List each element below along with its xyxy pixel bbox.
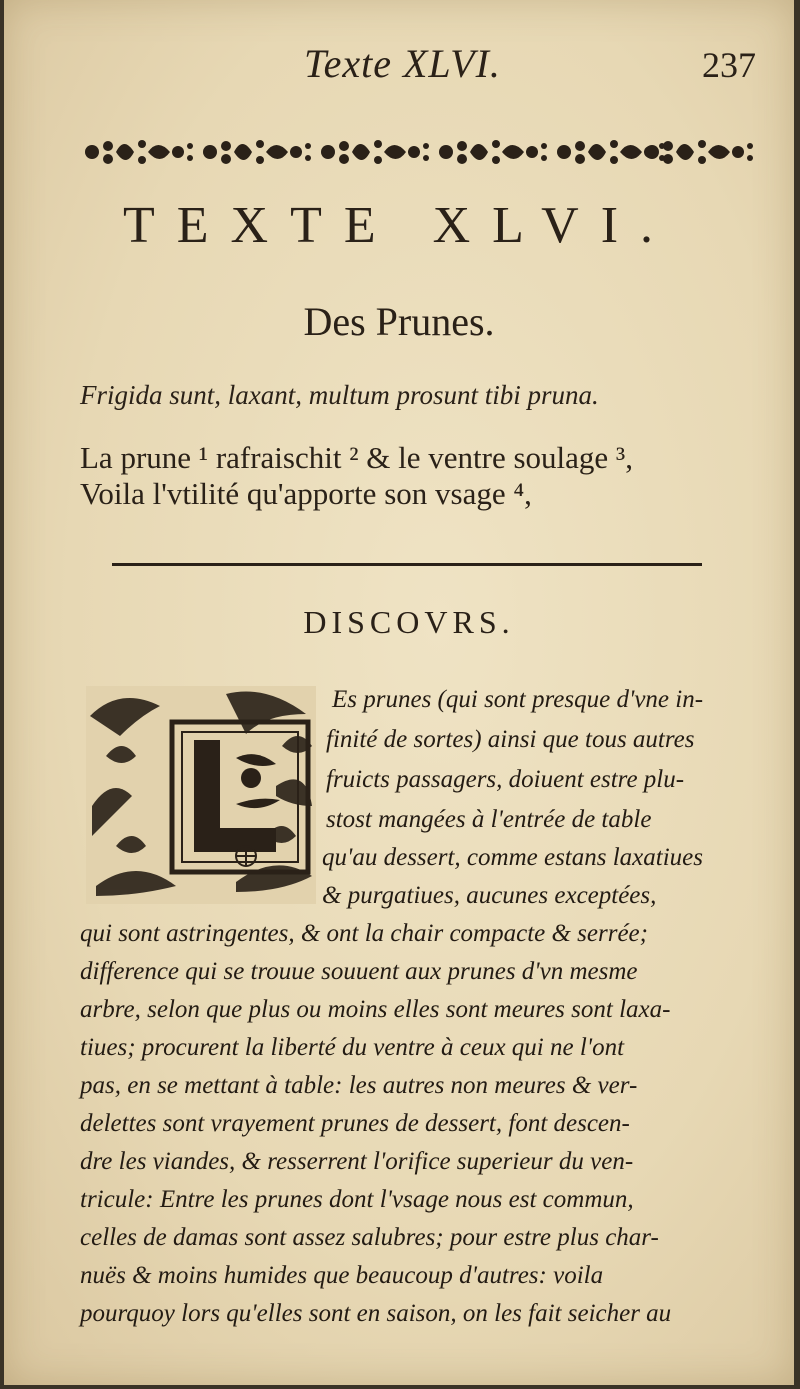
french-verse-line: Voila l'vtilité qu'apporte son vsage ⁴,: [80, 476, 532, 511]
section-heading: DISCOVRS.: [303, 604, 515, 640]
discourse-line: qu'au dessert, comme estans laxatiues: [322, 844, 703, 871]
discourse-line: difference qui se trouue souuent aux prunes d'vn mesme: [80, 958, 638, 985]
french-verse: [80, 440, 633, 512]
discourse-line: tiues; procurent la liberté du ventre à ceux qui ne l'ont: [80, 1034, 625, 1061]
page-number: 237: [702, 45, 756, 85]
discourse-line: Es prunes (qui sont presque d'vne in-: [332, 686, 704, 713]
discourse-line: pourquoy lors qu'elles sont en saison, on les fait seicher au: [80, 1300, 672, 1327]
french-verse-line: La prune ¹ rafraischit ² & le ventre soulage ³,: [80, 440, 633, 475]
discourse-line: tricule: Entre les prunes dont l'vsage nous est commun,: [80, 1186, 634, 1213]
running-head: Texte XLVI.: [304, 41, 501, 86]
discourse-line: dre les viandes, & resserrent l'orifice superieur du ven-: [80, 1148, 634, 1175]
discourse-line: arbre, selon que plus ou moins elles sont meures sont laxa-: [80, 996, 671, 1023]
discourse-line: pas, en se mettant à table: les autres non meures & ver-: [80, 1072, 638, 1099]
discourse-line: & purgatiues, aucunes exceptées,: [322, 882, 657, 909]
book-page: [4, 0, 794, 1385]
discourse-line: celles de damas sont assez salubres; pour estre plus char-: [80, 1224, 659, 1251]
decorated-initial-icon: [86, 686, 316, 904]
text-title: TEXTE XLVI.: [122, 197, 676, 254]
discourse-line: qui sont astringentes, & ont la chair compacte & serrée;: [80, 920, 648, 947]
latin-verse: Frigida sunt, laxant, multum prosunt tibi pruna.: [80, 380, 599, 410]
discourse-line: stost mangées à l'entrée de table: [326, 806, 652, 833]
discourse-line: fruicts passagers, doiuent estre plu-: [326, 766, 685, 793]
ornamental-band-icon: [78, 132, 754, 172]
discourse-line: delettes sont vrayement prunes de dessert, font descen-: [80, 1110, 630, 1137]
horizontal-rule: [112, 563, 702, 566]
discourse-line: finité de sortes) ainsi que tous autres: [326, 726, 695, 753]
text-subtitle: Des Prunes.: [303, 299, 495, 344]
discourse-line: nuës & moins humides que beaucoup d'autres: voila: [80, 1262, 604, 1289]
